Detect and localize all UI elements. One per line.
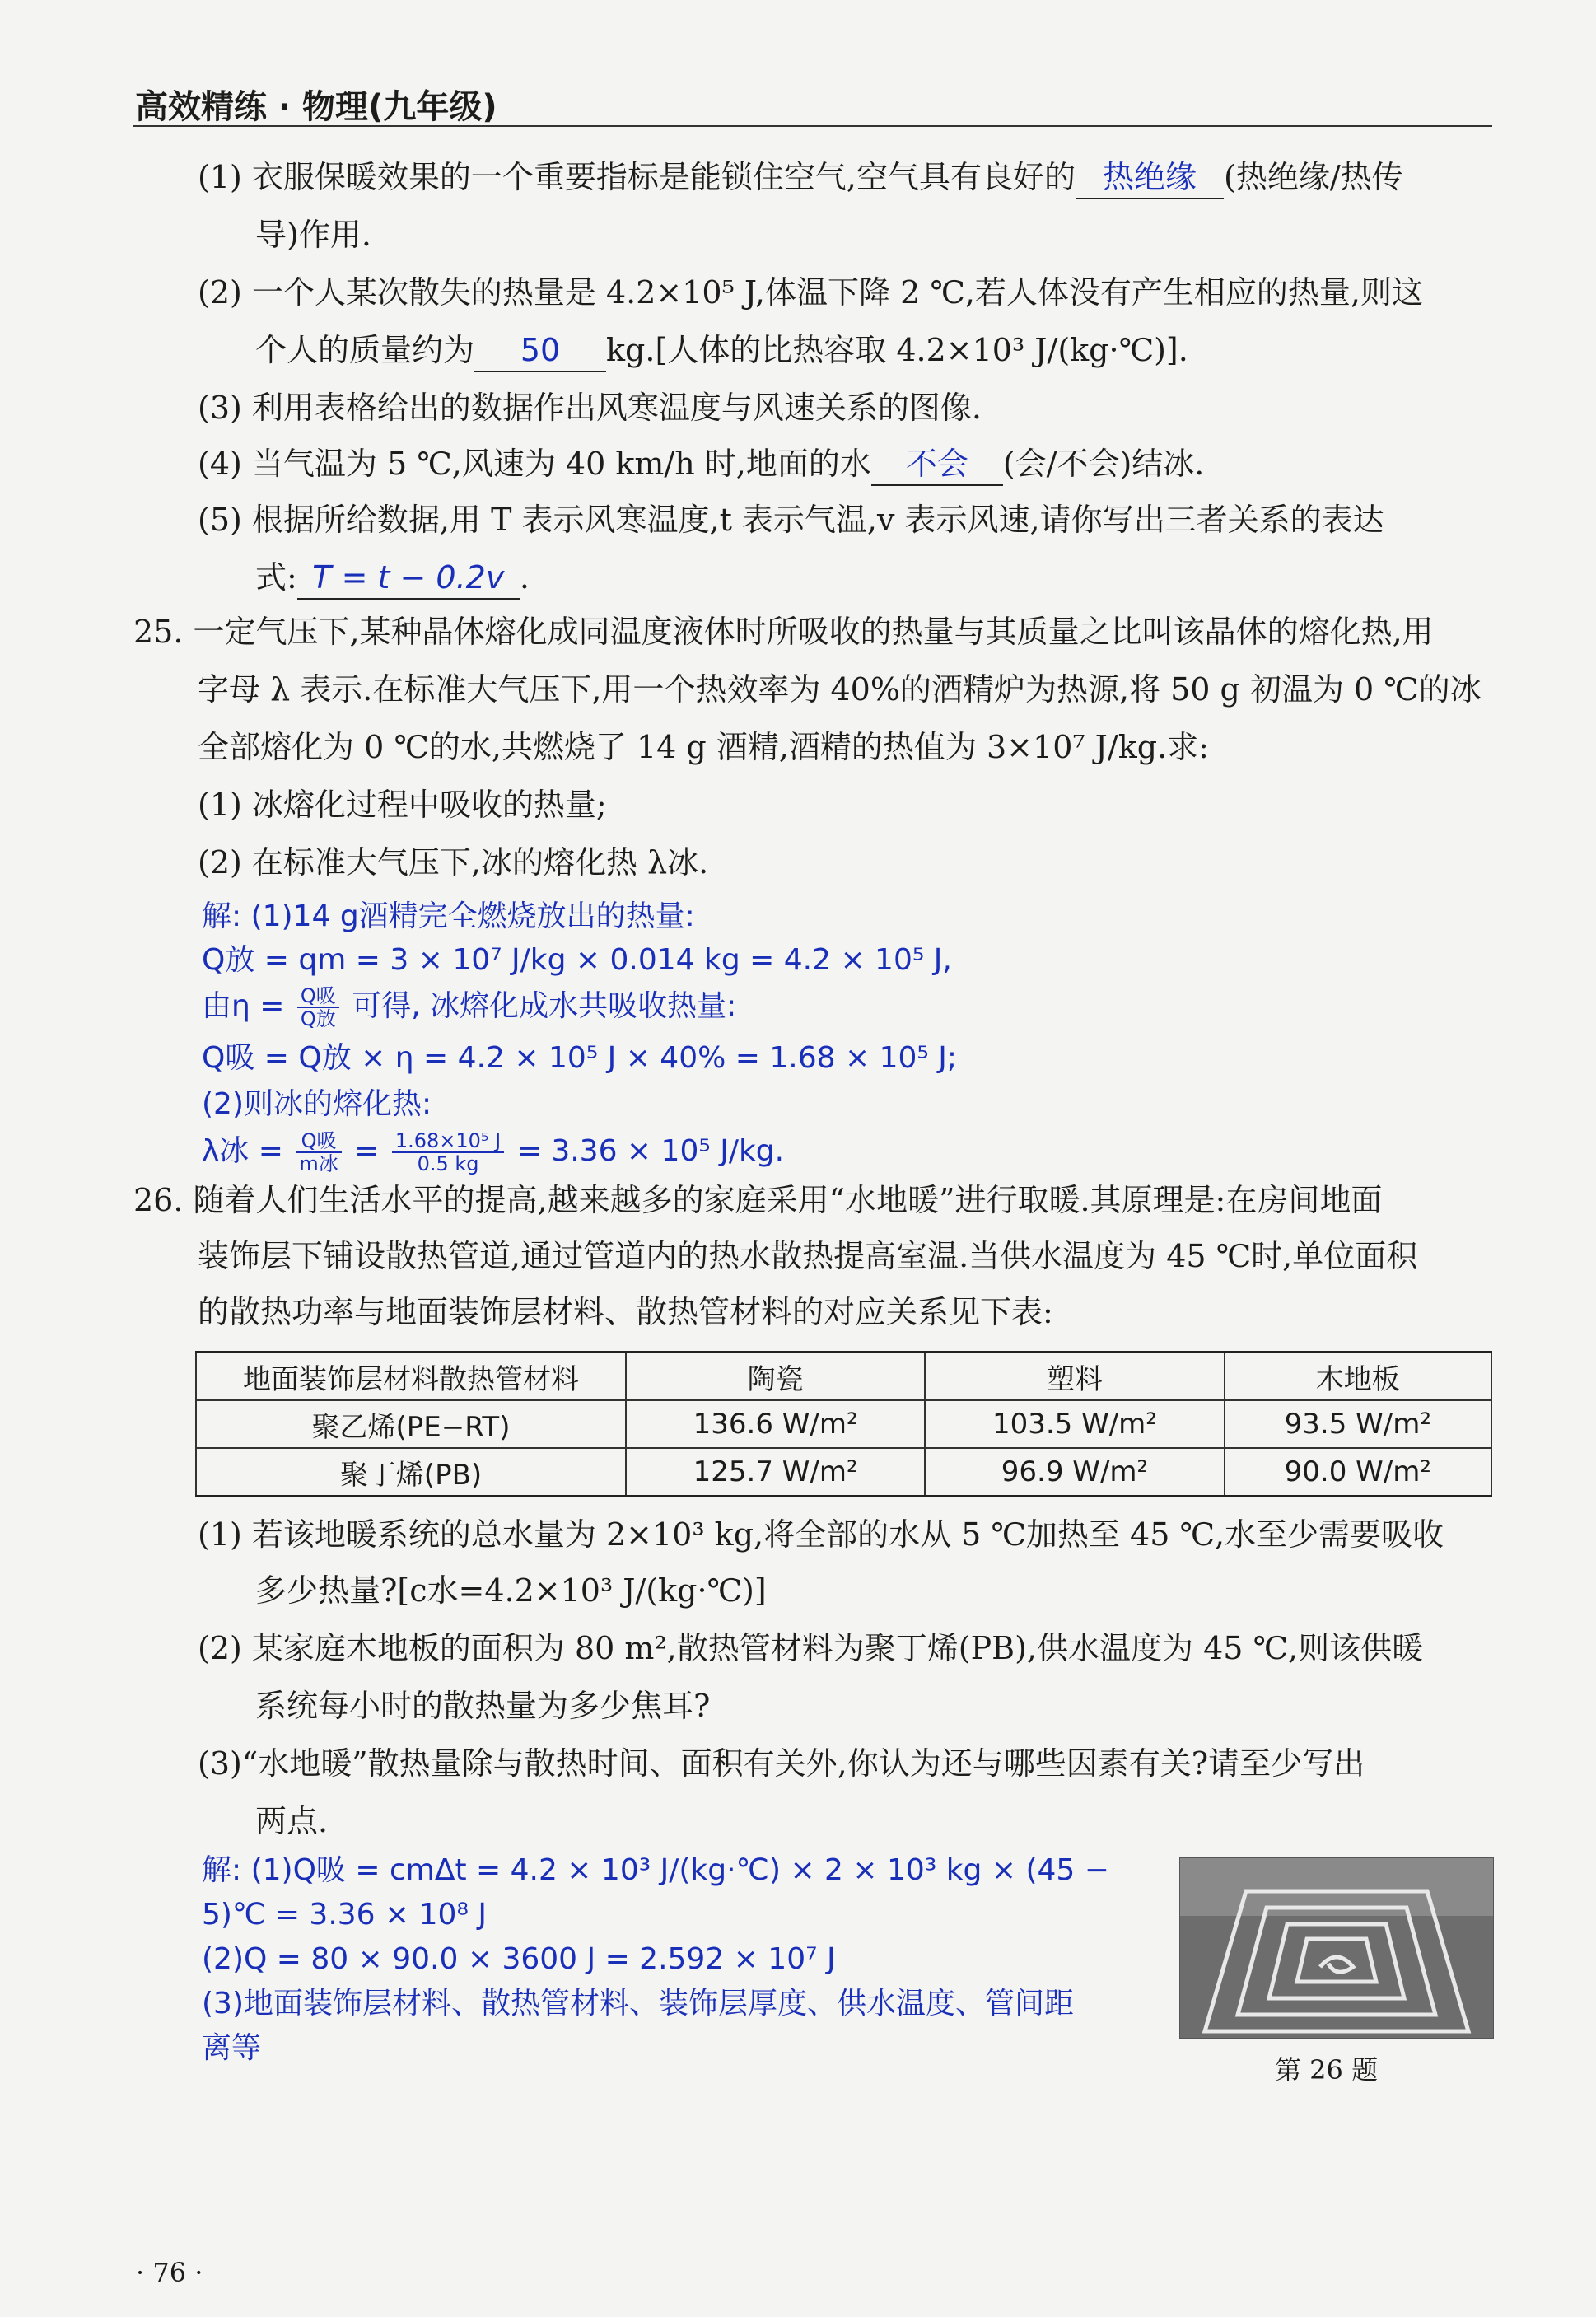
q25-solution-4: Q吸 = Q放 × η = 4.2 × 10⁵ J × 40% = 1.68 × 10⁵ J; xyxy=(202,1041,957,1075)
q24-part4: (4) 当气温为 5 ℃,风速为 40 km/h 时,地面的水 不会 (会/不会)结冰. xyxy=(198,443,1204,486)
table-cell: 136.6 W/m² xyxy=(626,1400,925,1448)
q24-part1-line2: 导)作用. xyxy=(255,217,371,253)
table-header-cell: 地面装饰层材料散热管材料 xyxy=(196,1352,626,1401)
q24-answer-4: 不会 xyxy=(871,443,1003,486)
q25-solution-1: 解: (1)14 g酒精完全燃烧放出的热量: xyxy=(202,899,695,933)
q26-part2-line1: (2) 某家庭木地板的面积为 80 m²,散热管材料为聚丁烯(PB),供水温度为 45 ℃,则该供暖 xyxy=(198,1630,1424,1666)
floor-heating-pipes-image xyxy=(1180,1858,1493,2038)
q26-part1-line1: (1) 若该地暖系统的总水量为 2×10³ kg,将全部的水从 5 ℃加热至 45 ℃,水至少需要吸收 xyxy=(198,1516,1444,1553)
q24-answer-5: T = t − 0.2v xyxy=(297,557,520,600)
q26-line2: 装饰层下铺设散热管道,通过管道内的热水散热提高室温.当供水温度为 45 ℃时,单位面积 xyxy=(198,1238,1418,1274)
q24-part5-line2: 式: T = t − 0.2v . xyxy=(255,557,530,600)
page-number: · 76 · xyxy=(136,2257,203,2288)
q25-solution-2: Q放 = qm = 3 × 10⁷ J/kg × 0.014 kg = 4.2 × 10⁵ J, xyxy=(202,943,952,977)
q25-solution-3: 由η = $\frac{\text{Q吸}}{\text{Q放}}$ 可得, 冰熔化成水共吸收热量: xyxy=(202,984,737,1030)
table-header-row xyxy=(196,1352,1491,1401)
q25-line1: 25. 一定气压下,某种晶体熔化成同温度液体时所吸收的热量与其质量之比叫该晶体的熔化热,用 xyxy=(133,614,1434,650)
q25-solution-6: λ冰 = $\frac{\text{Q吸}}{\text{m冰}}$ = $\frac{\text{1.68×10⁵ J}}{0.5 kg}$ = 3.36 × 10⁵ J/kg. xyxy=(202,1129,785,1175)
q24-part1-line1: (1) 衣服保暖效果的一个重要指标是能锁住空气,空气具有良好的 热绝缘 (热绝缘/热传 xyxy=(198,156,1403,199)
q26-part3-line2: 两点. xyxy=(255,1803,329,1839)
q24-part2-line2: 个人的质量约为 50 kg.[人体的比热容取 4.2×10³ J/(kg·℃)]. xyxy=(255,329,1188,372)
q26-solution-1: 解: (1)Q吸 = cmΔt = 4.2 × 10³ J/(kg·℃) × 2 × 10³ kg × (45 − xyxy=(202,1853,1109,1887)
q26-solution-4: (3)地面装饰层材料、散热管材料、装饰层厚度、供水温度、管间距 xyxy=(202,1987,1074,2020)
table-cell: 125.7 W/m² xyxy=(626,1448,925,1497)
table-row xyxy=(196,1400,1491,1448)
efficiency-fraction: $\frac{\text{Q吸}}{\text{Q放}}$ xyxy=(297,985,339,1030)
heat-dissipation-table xyxy=(195,1351,1492,1497)
q26-part2-line2: 系统每小时的散热量为多少焦耳? xyxy=(255,1688,711,1724)
q25-part1: (1) 冰熔化过程中吸收的热量; xyxy=(198,787,607,823)
q25-line3: 全部熔化为 0 ℃的水,共燃烧了 14 g 酒精,酒精的热值为 3×10⁷ J/kg.求: xyxy=(198,729,1209,765)
q24-part2-line1: (2) 一个人某次散失的热量是 4.2×10⁵ J,体温下降 2 ℃,若人体没有产生相应的热量,则这 xyxy=(198,274,1424,311)
header-title: 高效精练 · 物理(九年级) xyxy=(135,88,497,126)
floor-heating-photo xyxy=(1179,1857,1494,2039)
table-header-cell: 木地板 xyxy=(1225,1352,1491,1401)
table-cell: 90.0 W/m² xyxy=(1225,1448,1491,1497)
q24-part3: (3) 利用表格给出的数据作出风寒温度与风速关系的图像. xyxy=(198,390,982,426)
heat-fraction-2: $\frac{\text{1.68×10⁵ J}}{0.5 kg}$ xyxy=(392,1130,504,1175)
q26-line3: 的散热功率与地面装饰层材料、散热管材料的对应关系见下表: xyxy=(198,1294,1053,1330)
table-header-cell: 陶瓷 xyxy=(626,1352,925,1401)
table-cell: 96.9 W/m² xyxy=(925,1448,1224,1497)
table-header-cell: 塑料 xyxy=(925,1352,1224,1401)
table-cell: 93.5 W/m² xyxy=(1225,1400,1491,1448)
table-cell: 聚丁烯(PB) xyxy=(196,1448,626,1497)
q26-solution-2: 5)℃ = 3.36 × 10⁸ J xyxy=(202,1898,487,1932)
q26-solution-3: (2)Q = 80 × 90.0 × 3600 J = 2.592 × 10⁷ J xyxy=(202,1942,836,1976)
q25-line2: 字母 λ 表示.在标准大气压下,用一个热效率为 40%的酒精炉为热源,将 50 g 初温为 0 ℃的冰 xyxy=(198,671,1482,708)
q25-part2: (2) 在标准大气压下,冰的熔化热 λ冰. xyxy=(198,844,709,881)
figure-caption: 第 26 题 xyxy=(1275,2054,1379,2086)
table-row xyxy=(196,1448,1491,1497)
q24-part5-line1: (5) 根据所给数据,用 T 表示风寒温度,t 表示气温,v 表示风速,请你写出三者关系的表达 xyxy=(198,502,1384,538)
heat-fraction-1: $\frac{\text{Q吸}}{\text{m冰}}$ xyxy=(296,1130,341,1175)
q24-answer-2: 50 xyxy=(474,329,606,372)
q26-part3-line1: (3)“水地暖”散热量除与散热时间、面积有关外,你认为还与哪些因素有关?请至少写出 xyxy=(198,1745,1365,1782)
q26-solution-5: 离等 xyxy=(202,2031,262,2065)
q26-part1-line2: 多少热量?[c水=4.2×10³ J/(kg·℃)] xyxy=(255,1572,767,1609)
table-cell: 103.5 W/m² xyxy=(925,1400,1224,1448)
page-header xyxy=(133,76,1492,127)
q24-answer-1: 热绝缘 xyxy=(1076,156,1224,199)
q25-solution-5: (2)则冰的熔化热: xyxy=(202,1087,432,1121)
table-cell: 聚乙烯(PE−RT) xyxy=(196,1400,626,1448)
q26-line1: 26. 随着人们生活水平的提高,越来越多的家庭采用“水地暖”进行取暖.其原理是:在房间地面 xyxy=(133,1182,1383,1218)
